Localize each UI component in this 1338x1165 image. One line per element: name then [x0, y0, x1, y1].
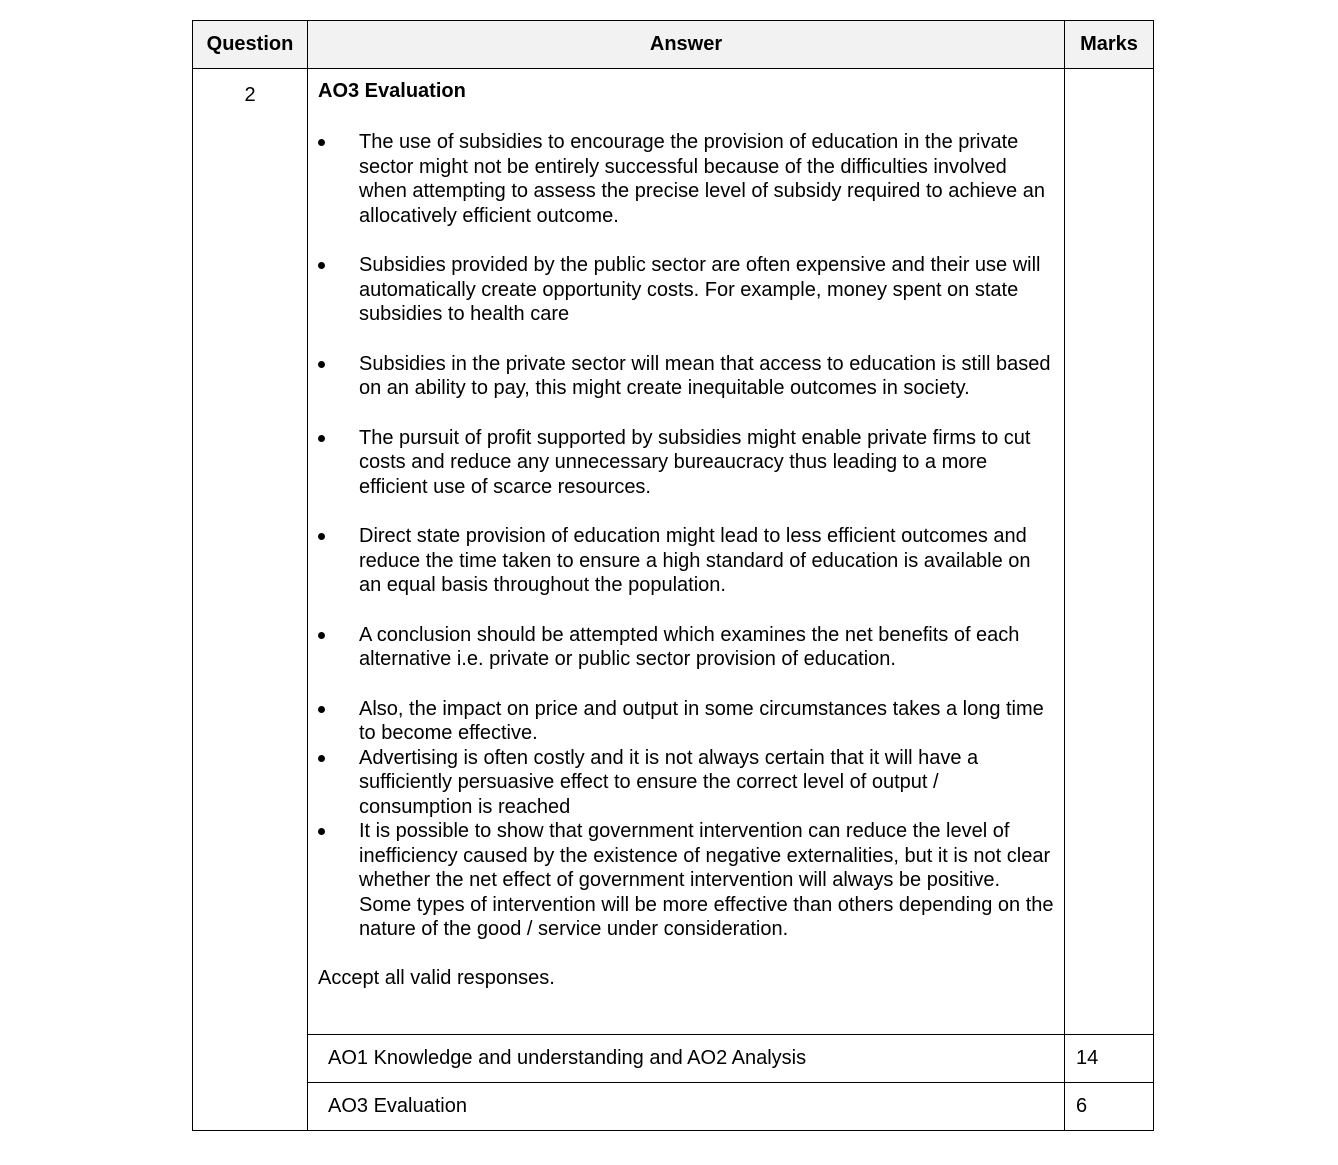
list-item: [318, 746, 1054, 820]
bullet-icon: [318, 533, 325, 540]
marks-blank-cell: [1065, 69, 1154, 1035]
bullet-list: [318, 130, 1054, 942]
marks-label: AO1 Knowledge and understanding and AO2 Analysis: [308, 1035, 1065, 1083]
list-item: [318, 426, 1054, 500]
bullet-text: It is possible to show that government intervention can reduce the level of inefficiency caused by the existence of negative externalities, but it is not clear whether the net effect of government intervention will always be positive. Some types of intervention will be more effective than others depending on the nature of the good / service under consideration.: [359, 820, 1054, 940]
header-row: [193, 21, 1154, 69]
bullet-icon: [318, 139, 325, 146]
bullet-text: Subsidies provided by the public sector are often expensive and their use will automatically create opportunity costs. For example, money spent on state subsidies to health care: [359, 254, 1041, 325]
header-question: Question: [193, 21, 308, 69]
table-row: [193, 1083, 1154, 1131]
bullet-icon: [318, 435, 325, 442]
bullet-text: A conclusion should be attempted which examines the net benefits of each alternative i.e. private or public sector provision of education.: [359, 623, 1020, 670]
mark-scheme-table: [192, 20, 1154, 1131]
answer-row: [193, 69, 1154, 1035]
bullet-text: Subsidies in the private sector will mean that access to education is still based on an ability to pay, this might create inequitable outcomes in society.: [359, 352, 1051, 399]
list-item: [318, 697, 1054, 746]
list-item: [318, 352, 1054, 401]
marks-label: AO3 Evaluation: [308, 1083, 1065, 1131]
section-title: AO3 Evaluation: [318, 80, 466, 102]
bullet-text: The pursuit of profit supported by subsidies might enable private firms to cut costs and reduce any unnecessary bureaucracy thus leading to a more efficient use of scarce resources.: [359, 426, 1031, 498]
bullet-icon: [318, 828, 325, 835]
accept-note: Accept all valid responses.: [318, 966, 555, 989]
marks-value: 14: [1065, 1035, 1154, 1083]
list-item: [318, 623, 1054, 672]
bullet-icon: [318, 361, 325, 368]
answer-content: [308, 69, 1065, 1035]
bullet-icon: [318, 706, 325, 713]
bullet-text: The use of subsidies to encourage the provision of education in the private sector might not be entirely successful because of the difficulties involved when attempting to assess the precise level of subsidy required to achieve an allocatively efficient outcome.: [359, 131, 1045, 227]
bullet-icon: [318, 632, 325, 639]
bullet-text: Direct state provision of education might lead to less efficient outcomes and reduce the time taken to ensure a high standard of education is available on an equal basis throughout the population.: [359, 525, 1031, 596]
list-item: [318, 253, 1054, 327]
bullet-icon: [318, 755, 325, 762]
bullet-text: Advertising is often costly and it is not always certain that it will have a sufficiently persuasive effect to ensure the correct level of output / consumption is reached: [359, 746, 979, 818]
table-row: [193, 1035, 1154, 1083]
header-answer: Answer: [308, 21, 1065, 69]
list-item: [318, 524, 1054, 598]
question-number: 2: [193, 69, 308, 1131]
marks-value: 6: [1065, 1083, 1154, 1131]
bullet-icon: [318, 262, 325, 269]
list-item: [318, 819, 1054, 942]
header-marks: Marks: [1065, 21, 1154, 69]
list-item: [318, 130, 1054, 228]
bullet-text: Also, the impact on price and output in some circumstances takes a long time to become effective.: [359, 697, 1044, 744]
